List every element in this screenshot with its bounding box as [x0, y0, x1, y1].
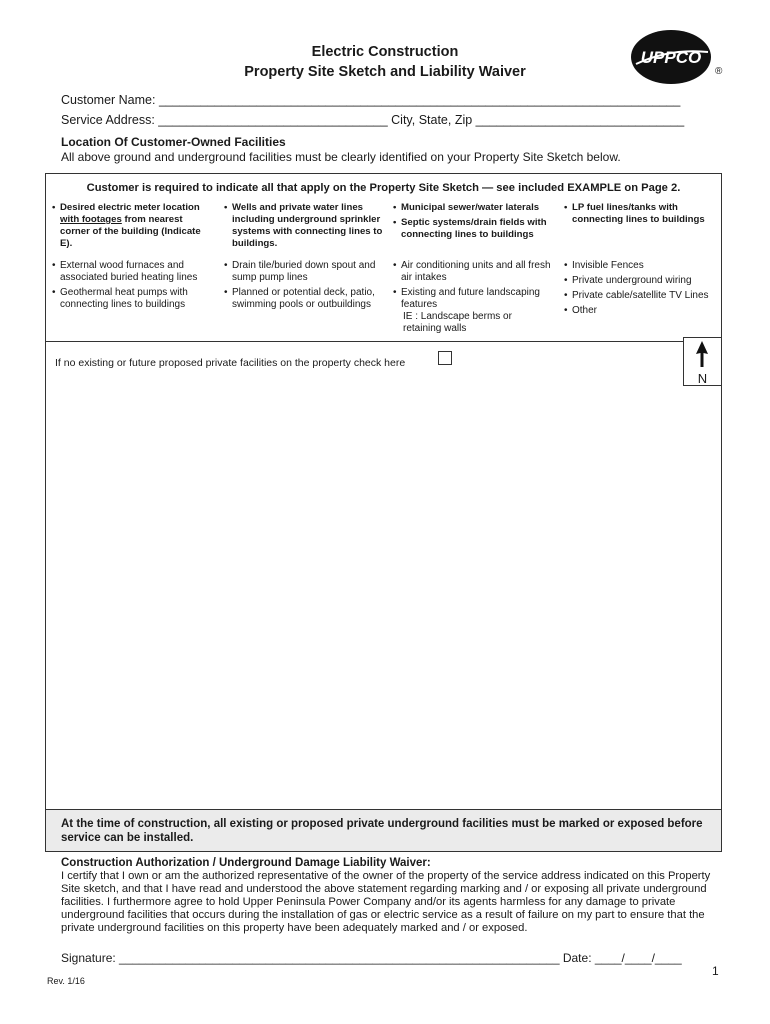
- list-item: • Private underground wiring: [564, 275, 724, 287]
- instruction-text: Customer is required to indicate all that apply on the Property Site Sketch — see included EXAMPLE on Page 2.: [86, 182, 681, 194]
- list-item: • Existing and future landscaping features: [393, 287, 553, 311]
- customer-name-field[interactable]: Customer Name: ___________________________________________________________________________: [61, 93, 681, 107]
- list-item: • Other: [564, 305, 724, 317]
- list-item: • Planned or potential deck, patio, swimming pools or outbuildings: [224, 287, 384, 311]
- no-facilities-checkbox[interactable]: [438, 351, 452, 365]
- list-item: • External wood furnaces and associated buried heating lines: [52, 260, 212, 284]
- list-item: • Invisible Fences: [564, 260, 724, 272]
- list-item: • Septic systems/drain fields with connecting lines to buildings: [393, 217, 553, 241]
- column-3-items: [393, 260, 553, 335]
- registered-mark: ®: [715, 66, 723, 77]
- column-4-items: [564, 260, 724, 320]
- divider: [45, 341, 722, 342]
- column-1-items: [52, 260, 212, 314]
- title-line-2: Property Site Sketch and Liability Waiver: [244, 64, 526, 80]
- list-item: • Drain tile/buried down spout and sump pump lines: [224, 260, 384, 284]
- revision-label: Rev. 1/16: [47, 976, 85, 986]
- page-number: 1: [712, 964, 719, 978]
- list-item: • LP fuel lines/tanks with connecting lines to buildings: [564, 202, 724, 226]
- list-item-subtext: IE : Landscape berms or retaining walls: [403, 311, 512, 334]
- location-text: All above ground and underground facilities must be clearly identified on your Property Site Sketch below.: [61, 150, 621, 164]
- list-item: • Desired electric meter location with footages from nearest corner of the building (Indicate E).: [52, 202, 212, 250]
- title-line-1: Electric Construction: [311, 44, 459, 60]
- no-facilities-label: If no existing or future proposed private facilities on the property check here: [55, 357, 406, 369]
- column-1-bold: [52, 202, 212, 253]
- warning-text: At the time of construction, all existing or proposed private underground facilities must be marked or exposed before service can be installed.: [61, 818, 703, 844]
- logo-text: UPPCO: [640, 48, 702, 67]
- waiver-text: I certify that I own or am the authorized representative of the owner of the property of the service address indicated on this Property Site sketch, and that I have read and understood the above statement regarding marking and / or exposing all private underground facilities. I furthermore agree to hold Upper Peninsula Power Company and/or its agents harmless for any damage to private underground facilities that occurs during the installation of gas or electric service as a result of failure on my part to ensure that the private underground facilities on this property have been adequately marked and / or exposed.: [61, 870, 711, 934]
- column-4-bold: [564, 202, 724, 229]
- list-item: • Private cable/satellite TV Lines: [564, 290, 724, 302]
- waiver-heading: Construction Authorization / Underground Damage Liability Waiver:: [61, 857, 431, 869]
- column-2-items: [224, 260, 384, 314]
- column-3-bold: [393, 202, 553, 244]
- signature-date-field[interactable]: Signature: __________________________________________________________________ Date: ____/____/____: [61, 951, 682, 965]
- list-item: • Municipal sewer/water laterals: [393, 202, 553, 214]
- uppco-logo: [630, 28, 712, 86]
- list-item: • Wells and private water lines including underground sprinkler systems with connecting lines to buildings.: [224, 202, 384, 250]
- list-item: • Air conditioning units and all fresh air intakes: [393, 260, 553, 284]
- list-item: • Geothermal heat pumps with connecting lines to buildings: [52, 287, 212, 311]
- service-address-field[interactable]: Service Address: _________________________________ City, State, Zip ______________________________: [61, 113, 685, 127]
- location-heading: Location Of Customer-Owned Facilities: [61, 135, 286, 149]
- column-2-bold: [224, 202, 384, 253]
- north-label: N: [697, 371, 708, 386]
- north-arrow-icon: [694, 340, 710, 368]
